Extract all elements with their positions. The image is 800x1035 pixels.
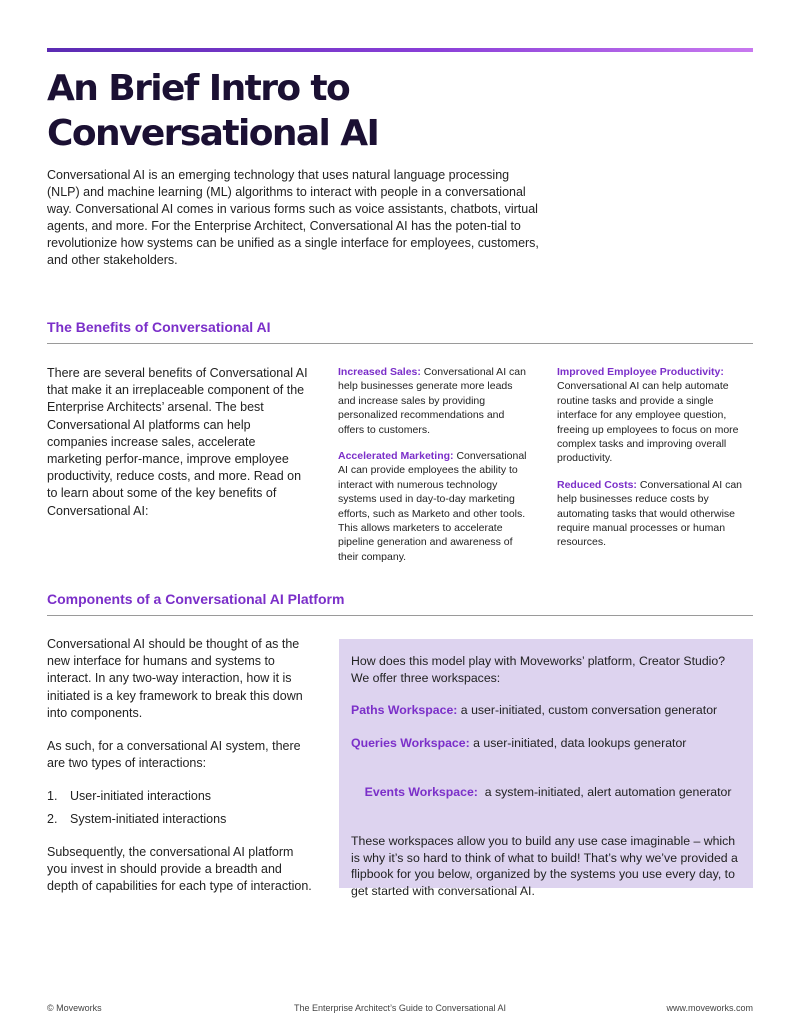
list-item-number: 1. <box>47 789 58 804</box>
list-item <box>47 811 315 828</box>
components-paragraph-3: Subsequently, the conversational AI platform you invest in should provide a breadth and depth of capabilities for each type of interaction. <box>47 844 312 894</box>
components-paragraph-1: Conversational AI should be thought of as the new interface for humans and systems to interact. In any two-way interaction, how it is initiated is a key framework to break this down into components. <box>47 637 303 720</box>
benefit-text: Conversational AI can help businesses reduce costs by automating tasks that would otherwise require manual processes or human resources. <box>557 478 742 549</box>
callout-closing: These workspaces allow you to build any use case imaginable – which is why it’s so hard to think of what to build! That’s why we’ve provided a flipbook for you below, organized by the systems you use every day, to get started with conversational AI. <box>351 834 738 898</box>
title-line-2: Conversational AI <box>47 113 379 154</box>
interaction-types-list <box>47 788 315 827</box>
workspace-events <box>351 767 741 817</box>
accent-rule <box>47 48 753 52</box>
footer-copyright: © Moveworks <box>47 1003 102 1013</box>
list-item-text: System-initiated interactions <box>70 811 227 826</box>
workspace-paths <box>351 702 741 719</box>
workspace-text: a user-initiated, custom conversation generator <box>457 703 718 718</box>
benefit-text: Conversational AI can help automate routine tasks and provide a single interface for any employee question, freeing up employees to focus on more complex tasks and improving overall productivity. <box>557 380 739 465</box>
workspace-text: a system-initiated, alert automation generator <box>477 784 732 799</box>
components-section-heading <box>47 591 753 616</box>
list-item-number: 2. <box>47 811 58 826</box>
benefit-label: Accelerated Marketing: <box>338 450 454 463</box>
workspace-label: Queries Workspace: <box>351 735 470 750</box>
benefits-column-1 <box>338 365 528 576</box>
components-heading-text: Components of a Conversational AI Platform <box>47 591 345 607</box>
workspace-queries <box>351 735 741 752</box>
workspace-text: a user-initiated, data lookups generator <box>469 735 687 750</box>
benefit-label: Increased Sales: <box>338 366 421 378</box>
list-item-text: User-initiated interactions <box>70 789 212 804</box>
benefit-increased-sales <box>338 365 528 437</box>
components-paragraph-2: As such, for a conversational AI system, there are two types of interactions: <box>47 739 301 771</box>
benefit-label: Improved Employee Productivity: <box>557 366 724 378</box>
components-body <box>47 636 315 911</box>
benefit-text: Conversational AI can help businesses generate more leads and increase sales by providing personalized recommendations and offers to customers. <box>338 366 526 436</box>
benefits-column-2 <box>557 365 753 562</box>
workspace-label: Paths Workspace: <box>351 703 458 718</box>
intro-paragraph: Conversational AI is an emerging technology that uses natural language processing (NLP) and machine learning (ML) algorithms to interact with people in a conversational way. Conversational AI comes in various forms such as voice assistants, chatbots, virtual agents, and more. For the Enterprise Architect, Conversational AI has the poten-tial to revolutionize how systems can be unified as a single interface for employees, customers, and other stakeholders. <box>47 168 539 268</box>
benefits-heading-text: The Benefits of Conversational AI <box>47 319 271 335</box>
benefit-accelerated-marketing <box>338 449 528 564</box>
list-item <box>47 788 315 805</box>
title-line-1: An Brief Intro to <box>47 68 350 109</box>
callout-intro: How does this model play with Moveworks’ platform, Creator Studio? We offer three workspaces: <box>351 654 726 685</box>
workspace-label: Events Workspace: <box>364 784 478 799</box>
benefit-text: Conversational AI can provide employees the ability to interact with numerous technology systems used in day-to-day marketing efforts, such as Marketo and other tools. This allows marketers to accelerate pipeline generation and awareness of their company. <box>338 450 527 563</box>
benefit-label: Reduced Costs: <box>557 478 637 491</box>
footer-website-link[interactable]: www.moveworks.com <box>666 1003 753 1013</box>
benefit-reduced-costs <box>557 478 753 550</box>
workspaces-callout-box <box>339 639 753 898</box>
page-title <box>47 66 647 156</box>
benefit-improved-productivity <box>557 365 753 466</box>
footer-document-title: The Enterprise Architect’s Guide to Conversational AI <box>294 1003 506 1013</box>
benefits-section-heading <box>47 319 753 344</box>
benefits-intro-paragraph: There are several benefits of Conversational AI that make it an irreplaceable component of the Enterprise Architects’ arsenal. The best Conversational AI platforms can help companies increase sales, accelerate marketing perfor-mance, improve employee productivity, reduce costs, and more. Read on to learn about some of the key benefits of Conversational AI: <box>47 366 308 518</box>
